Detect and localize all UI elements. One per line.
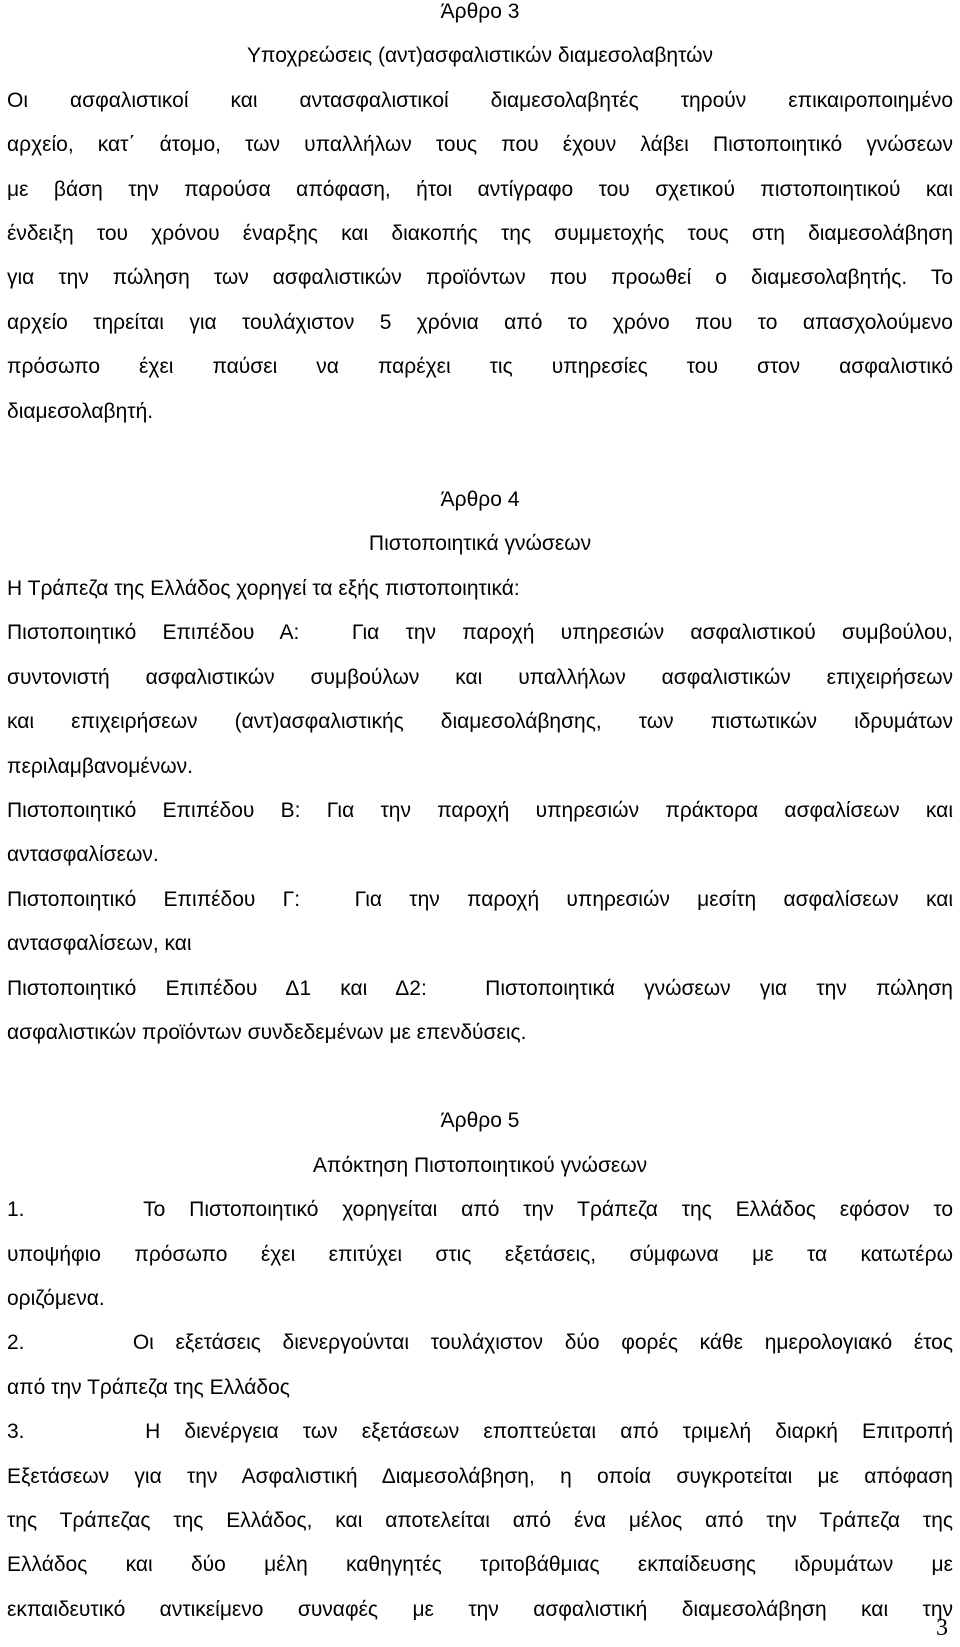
paragraph-line: εκπαιδευτικό αντικείμενο συναφές με την ασφαλιστική διαμεσολάβηση και την [7,1597,953,1621]
paragraph-line: 2. Οι εξετάσεις διενεργούνται τουλάχιστον δύο φορές κάθε ημερολογιακό έτος [7,1331,953,1355]
article-4-title: Πιστοποιητικά γνώσεων [368,532,592,556]
article-4-intro: Η Τράπεζα της Ελλάδος χορηγεί τα εξής πιστοποιητικά: [7,576,520,600]
paragraph-line: Ελλάδος και δύο μέλη καθηγητές τριτοβάθμιας εκπαίδευσης ιδρυμάτων με [7,1553,953,1577]
article-5 [7,1099,953,1632]
paragraph-line: για την πώληση των ασφαλιστικών προϊόντων που προωθεί ο διαμεσολαβητής. Το [7,266,953,290]
paragraph-line: αντασφαλίσεων. [7,843,159,867]
paragraph-line: υποψήφιο πρόσωπο έχει επιτύχει στις εξετάσεις, σύμφωνα με τα κατωτέρω [7,1242,953,1266]
paragraph-line: 3. Η διενέργεια των εξετάσεων εποπτεύεται από τριμελή διαρκή Επιτροπή [7,1420,953,1444]
certificate-level-b [7,789,953,878]
numbered-item-2 [7,1321,953,1410]
numbered-item-3 [7,1410,953,1632]
paragraph-line: περιλαμβανομένων. [7,754,193,778]
paragraph-line: με βάση την παρούσα απόφαση, ήτοι αντίγραφο του σχετικού πιστοποιητικού και [7,177,953,201]
article-4-heading: Άρθρο 4 [440,488,520,512]
paragraph-line: πρόσωπο έχει παύσει να παρέχει τις υπηρεσίες του στον ασφαλιστικό [7,355,953,379]
paragraph-line: ένδειξη του χρόνου έναρξης και διακοπής της συμμετοχής τους στη διαμεσολάβηση [7,222,953,246]
certificate-level-d [7,967,953,1056]
certificate-level-c [7,878,953,967]
paragraph-line: αρχείο, κατ΄ άτομο, των υπαλλήλων τους που έχουν λάβει Πιστοποιητικό γνώσεων [7,133,953,157]
article-5-heading: Άρθρο 5 [440,1109,520,1133]
numbered-item-1 [7,1188,953,1321]
paragraph-line: αρχείο τηρείται για τουλάχιστον 5 χρόνια από το χρόνο που το απασχολούμενο [7,310,953,334]
article-5-title: Απόκτηση Πιστοποιητικού γνώσεων [312,1153,648,1177]
paragraph-line: από την Τράπεζα της Ελλάδος [7,1375,290,1399]
paragraph-line: Πιστοποιητικό Επιπέδου Γ: Για την παροχή υπηρεσιών μεσίτη ασφαλίσεων και [7,887,953,911]
section-spacer [7,1055,953,1099]
document-page [7,0,953,1632]
paragraph-line: 1. Το Πιστοποιητικό χορηγείται από την Τράπεζα της Ελλάδος εφόσον το [7,1198,953,1222]
paragraph-line: Οι ασφαλιστικοί και αντασφαλιστικοί διαμεσολαβητές τηρούν επικαιροποιημένο [7,88,953,112]
page-number: 3 [936,1615,948,1641]
paragraph-line: και επιχειρήσεων (αντ)ασφαλιστικής διαμεσολάβησης, των πιστωτικών ιδρυμάτων [7,710,953,734]
section-spacer [7,434,953,478]
article-3-title: Υποχρεώσεις (αντ)ασφαλιστικών διαμεσολαβητών [247,44,713,68]
paragraph-line: διαμεσολαβητή. [7,399,154,423]
paragraph-line: αντασφαλίσεων, και [7,932,192,956]
article-3 [7,0,953,434]
paragraph-line: Πιστοποιητικό Επιπέδου Α: Για την παροχή υπηρεσιών ασφαλιστικού συμβούλου, [7,621,953,645]
article-4 [7,478,953,1055]
paragraph-line: συντονιστή ασφαλιστικών συμβούλων και υπαλλήλων ασφαλιστικών επιχειρήσεων [7,665,953,689]
paragraph-line: ασφαλιστικών προϊόντων συνδεδεμένων με επενδύσεις. [7,1020,527,1044]
article-3-heading: Άρθρο 3 [440,0,520,23]
paragraph-line: Πιστοποιητικό Επιπέδου Δ1 και Δ2: Πιστοποιητικά γνώσεων για την πώληση [7,976,953,1000]
paragraph-line: Πιστοποιητικό Επιπέδου Β: Για την παροχή υπηρεσιών πράκτορα ασφαλίσεων και [7,798,953,822]
paragraph-line: Εξετάσεων για την Ασφαλιστική Διαμεσολάβηση, η οποία συγκροτείται με απόφαση [7,1464,953,1488]
article-3-paragraph [7,79,953,434]
paragraph-line: της Τράπεζας της Ελλάδος, και αποτελείται από ένα μέλος από την Τράπεζα της [7,1509,953,1532]
paragraph-line: οριζόμενα. [7,1286,105,1310]
certificate-level-a [7,611,953,789]
